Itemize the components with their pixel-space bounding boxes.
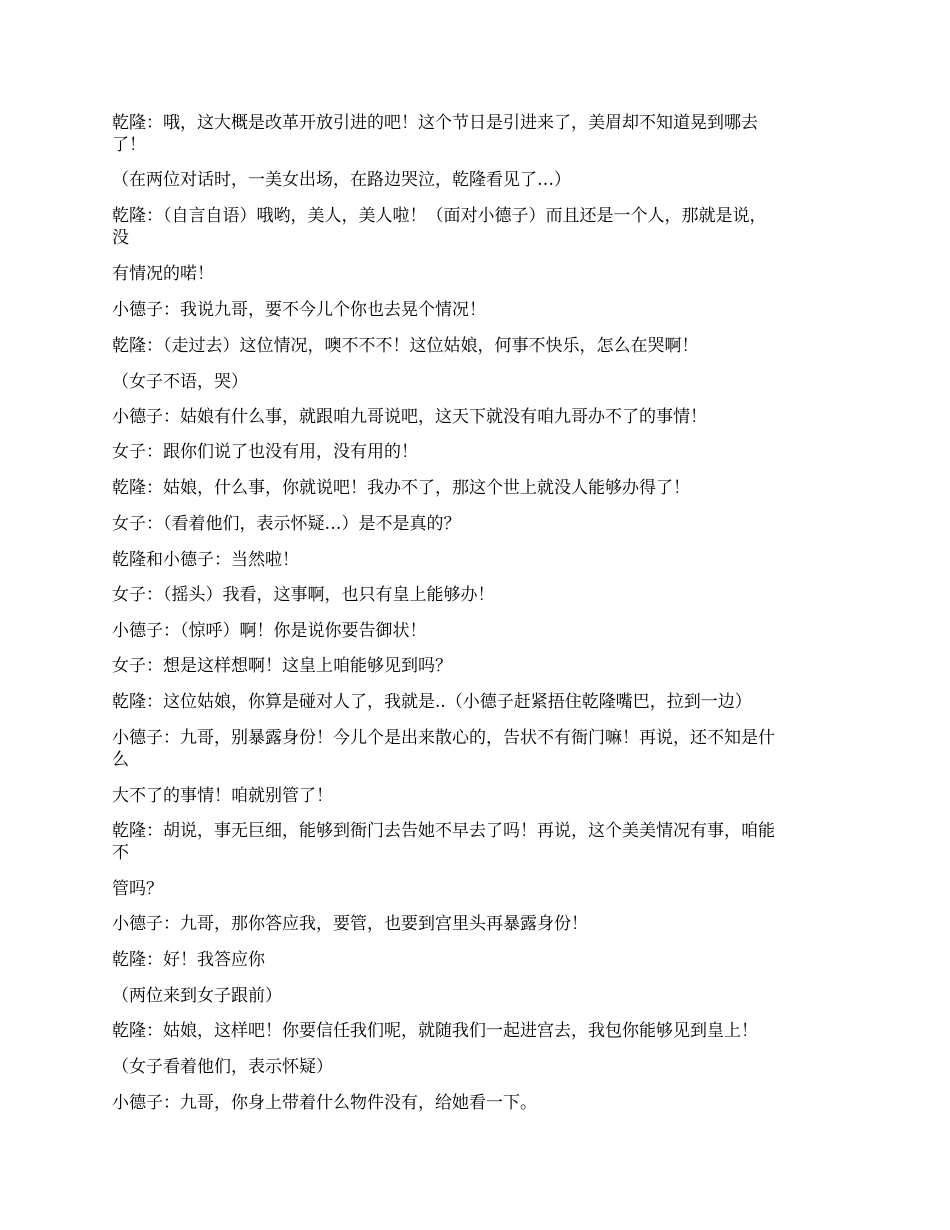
text-line: 乾隆：姑娘，这样吧！你要信任我们呢，就随我们一起进宫去，我包你能够见到皇上！ [112, 1021, 758, 1041]
text-line: 大不了的事情！咱就别管了！ [112, 786, 333, 806]
text-line: （在两位对话时，一美女出场，在路边哭泣，乾隆看见了…） [112, 170, 571, 190]
text-line: 有情况的喏！ [112, 264, 214, 284]
text-line: 小德子：姑娘有什么事，就跟咱九哥说吧，这天下就没有咱九哥办不了的事情！ [112, 407, 707, 427]
text-line: 女子：跟你们说了也没有用，没有用的！ [112, 442, 418, 462]
text-line: 没 [112, 228, 129, 248]
text-line: 管吗？ [112, 879, 163, 899]
text-line: 乾隆：姑娘，什么事，你就说吧！我办不了，那这个世上就没人能够办得了！ [112, 478, 690, 498]
text-line: 女子：（看着他们，表示怀疑…）是不是真的？ [112, 514, 461, 534]
text-line: 小德子：我说九哥，要不今儿个你也去晃个情况！ [112, 300, 486, 320]
text-line: （两位来到女子跟前） [112, 986, 282, 1006]
text-line: 乾隆和小德子：当然啦！ [112, 550, 299, 570]
text-line: 小德子：九哥，那你答应我，要管，也要到宫里头再暴露身份！ [112, 914, 588, 934]
text-line: （女子不语，哭） [112, 372, 248, 392]
text-line: 乾隆：哦，这大概是改革开放引进的吧！这个节日是引进来了，美眉却不知道晃到哪去 [112, 113, 758, 133]
text-line: 了！ [112, 135, 146, 155]
text-line: 乾隆：（走过去）这位情况，噢不不不！这位姑娘，何事不快乐，怎么在哭啊！ [112, 336, 699, 356]
text-line: 乾隆：这位姑娘，你算是碰对人了，我就是..（小德子赶紧捂住乾隆嘴巴，拉到一边） [112, 692, 752, 712]
text-line: 小德子：九哥，别暴露身份！今儿个是出来散心的，告状不有衙门嘛！再说，还不知是什 [112, 728, 775, 748]
text-line: （女子看着他们，表示怀疑） [112, 1057, 333, 1077]
text-line: 小德子：（惊呼）啊！你是说你要告御状！ [112, 621, 427, 641]
text-line: 小德子：九哥，你身上带着什么物件没有，给她看一下。 [112, 1093, 537, 1113]
text-line: 乾隆：胡说，事无巨细，能够到衙门去告她不早去了吗！再说，这个美美情况有事，咱能 [112, 821, 775, 841]
text-line: 女子：想是这样想啊！这皇上咱能够见到吗？ [112, 656, 452, 676]
text-line: 女子：（摇头）我看，这事啊，也只有皇上能够办！ [112, 585, 495, 605]
text-line: 乾隆：好！我答应你 [112, 950, 265, 970]
text-line: 不 [112, 843, 129, 863]
text-line: 么 [112, 750, 129, 770]
text-line: 乾隆：（自言自语）哦哟，美人，美人啦！（面对小德子）而且还是一个人，那就是说， [112, 206, 767, 226]
